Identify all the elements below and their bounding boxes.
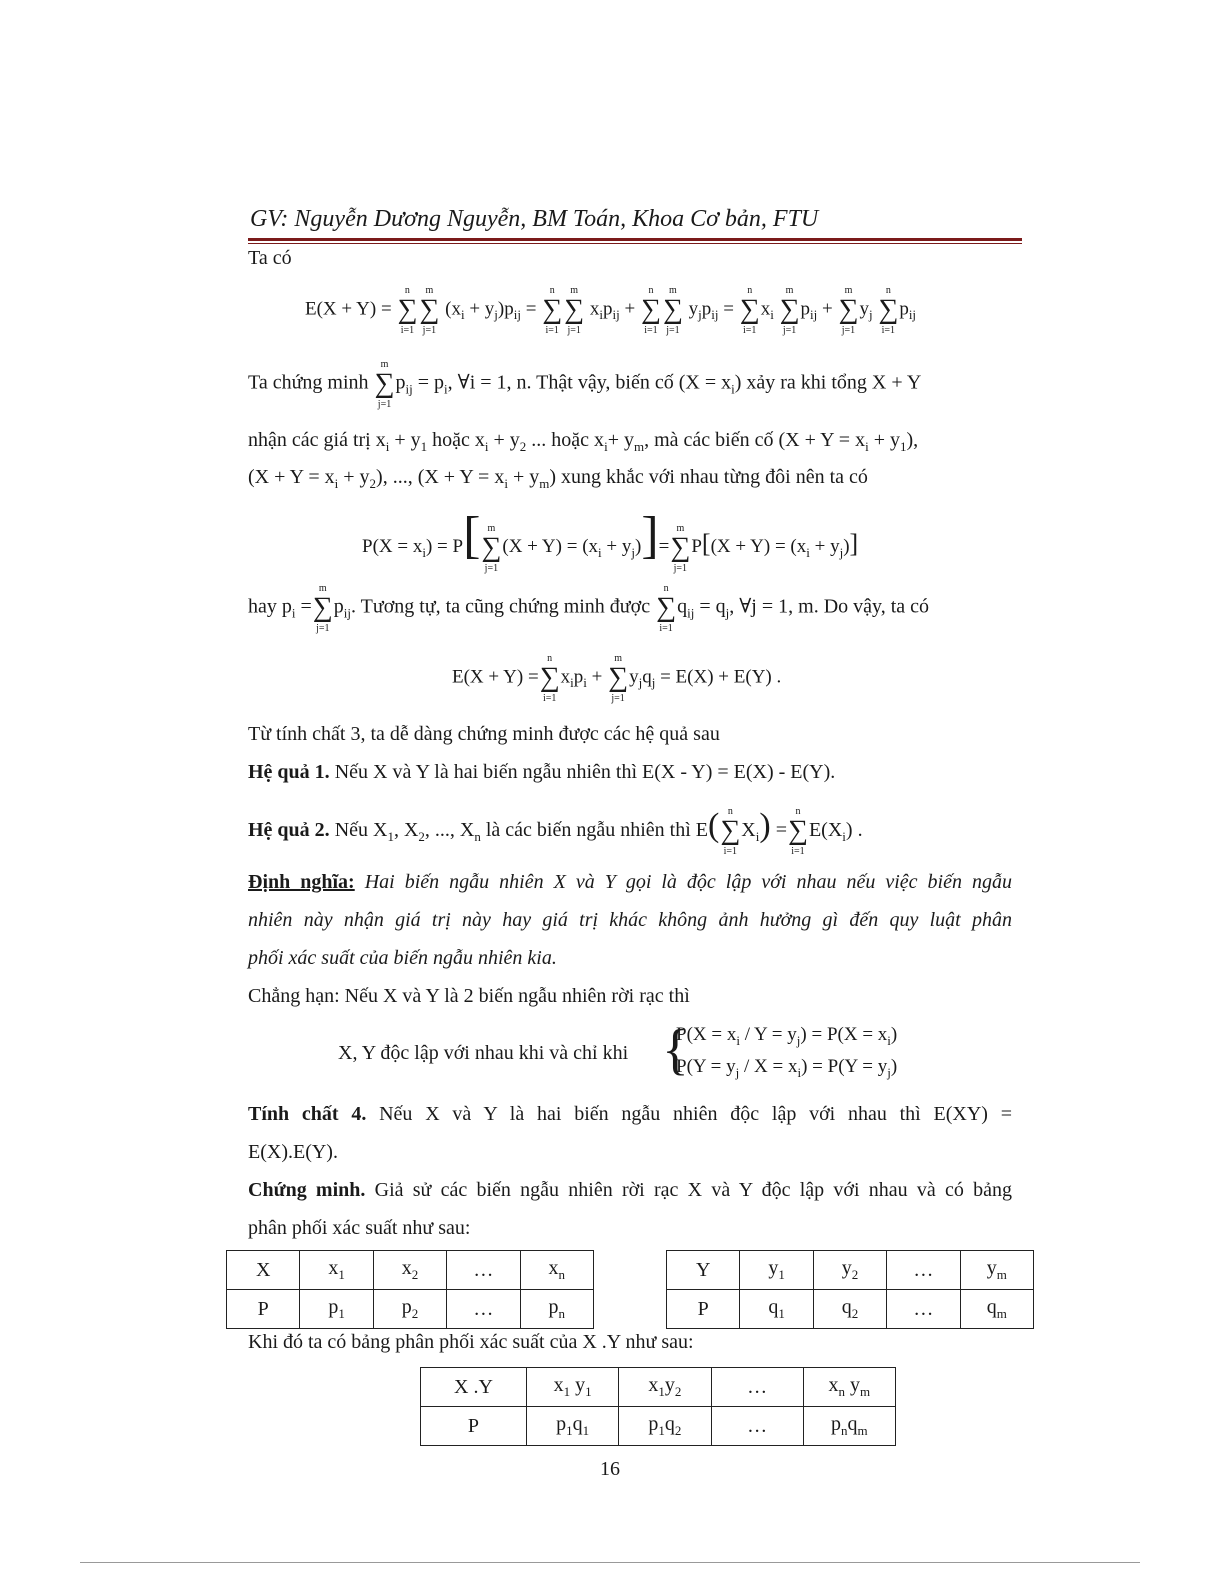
line-hay: hay $p_i$ = m ∑ j=1 $p_{ij}$. Tương tự, ta cũng chứng minh được n ∑ i=1 $q_{ij} = q_j$, ∀j = 1, m. Do vậy, ta có: [248, 583, 930, 634]
definition-line-3: phối xác suất của biến ngẫu nhiên kia.: [248, 947, 557, 969]
equation-expectation-sum: E(X + Y) = n ∑ i=1 m ∑ j=1 $(x_i + y_j)p_{ij}$ = n ∑ i=1 m ∑ j=1 $x_ip_{ij}$ + n ∑ i=1 m ∑ j=1 $y_jp_{ij}$ = n ∑ i=1 $x_i$ m ∑ j=1 $p_{ij}$ + m ∑ j=1 $y_j$ n ∑ i=1 $p_{ij}$: [305, 285, 917, 336]
independence-lead: X, Y độc lập với nhau khi và chỉ khi: [338, 1042, 629, 1064]
property-4-line-2: E(X).E(Y).: [248, 1141, 338, 1163]
corollary-1: Hệ quả 1. Nếu X và Y là hai biến ngẫu nhiên thì E(X - Y) = E(X) - E(Y).: [248, 761, 836, 783]
property-4-line-1: Tính chất 4. Nếu X và Y là hai biến ngẫu nhiên độc lập với nhau thì E(XY) =: [248, 1103, 1012, 1125]
proof-line-1: Chứng minh. Giả sử các biến ngẫu nhiên rời rạc X và Y độc lập với nhau và có bảng: [248, 1179, 1013, 1201]
page-header: GV: Nguyễn Dương Nguyễn, BM Toán, Khoa Cơ bản, FTU: [250, 206, 819, 232]
header-rule-thin: [248, 243, 1022, 244]
table-row: Y $y_1$ $y_2$ … $y_m$: [667, 1251, 1034, 1290]
para-ta-co: Ta có: [248, 247, 292, 269]
definition-line-1: Định nghĩa: Hai biến ngẫu nhiên X và Y gọi là độc lập với nhau nếu việc biến ngẫu: [248, 871, 1012, 893]
equation-expectation-additive: E(X + Y) = n ∑ i=1 $x_ip_i$ + m ∑ j=1 $y_jq_j = E(X) + E(Y)$ .: [452, 653, 782, 704]
corollary-2: Hệ quả 2. Nếu $X_1$, $X_2$, ..., $X_n$ là các biến ngẫu nhiên thì E( n ∑ i=1 $X_i$) = n ∑ i=1 $E(X_i)$ .: [248, 806, 863, 858]
table-row: P $p_1$ $p_2$ … $p_n$: [227, 1290, 594, 1329]
proof-line-2: phân phối xác suất như sau:: [248, 1217, 471, 1239]
definition-line-2: nhiên này nhận giá trị này hay giá trị khác không ảnh hưởng gì đến quy luật phân: [248, 909, 1012, 931]
table-distribution-x: [226, 1250, 594, 1329]
line-khi-do: Khi đó ta có bảng phân phối xác suất của X .Y như sau:: [248, 1331, 694, 1353]
line-chang-han: Chẳng hạn: Nếu X và Y là 2 biến ngẫu nhiên rời rạc thì: [248, 985, 690, 1007]
table-distribution-xy: [420, 1367, 896, 1446]
header-rule-thick: [248, 238, 1022, 241]
line-nhan-cac-gia-tri: nhận các giá trị $x_i + y_1$ hoặc $x_i + y_2$ ... hoặc $x_i+ y_m$, mà các biến cố $(X + Y = x_i + y_1)$,: [248, 429, 919, 454]
line-ta-chung-minh: Ta chứng minh m ∑ j=1 $p_{ij} = p_i$, ∀i = 1, n. Thật vậy, biến cố $(X = x_i)$ xảy ra khi tổng X + Y: [248, 359, 922, 410]
independence-row-2: $P(Y = y_j / X = x_i) = P(Y = y_j)$: [676, 1056, 898, 1080]
line-tu-tinh-chat-3: Từ tính chất 3, ta dễ dàng chứng minh được các hệ quả sau: [248, 723, 720, 745]
table-row: P $p_1q_1$ $p_1q_2$ … $p_nq_m$: [421, 1407, 896, 1446]
table-row: X $x_1$ $x_2$ … $x_n$: [227, 1251, 594, 1290]
table-row: P $q_1$ $q_2$ … $q_m$: [667, 1290, 1034, 1329]
equation-probability-union: $P(X = x_i) = P$[ m ∑ j=1 $(X + Y) = (x_i + y_j)]=$ m ∑ j=1 $P[(X + Y) = (x_i + y_j)]$: [362, 507, 859, 574]
bottom-rule: [80, 1562, 1140, 1563]
line-xung-khac: $(X + Y = x_i + y_2)$, ..., $(X + Y = x_i + y_m)$ xung khắc với nhau từng đôi nên ta có: [248, 466, 868, 491]
independence-row-1: $P(X = x_i / Y = y_j) = P(X = x_i)$: [676, 1024, 898, 1048]
brace-icon: {: [662, 1019, 689, 1081]
page-number: 16: [600, 1458, 620, 1480]
table-distribution-y: [666, 1250, 1034, 1329]
table-row: X .Y $x_1$ $y_1$ $x_1y_2$ … $x_n$ $y_m$: [421, 1368, 896, 1407]
